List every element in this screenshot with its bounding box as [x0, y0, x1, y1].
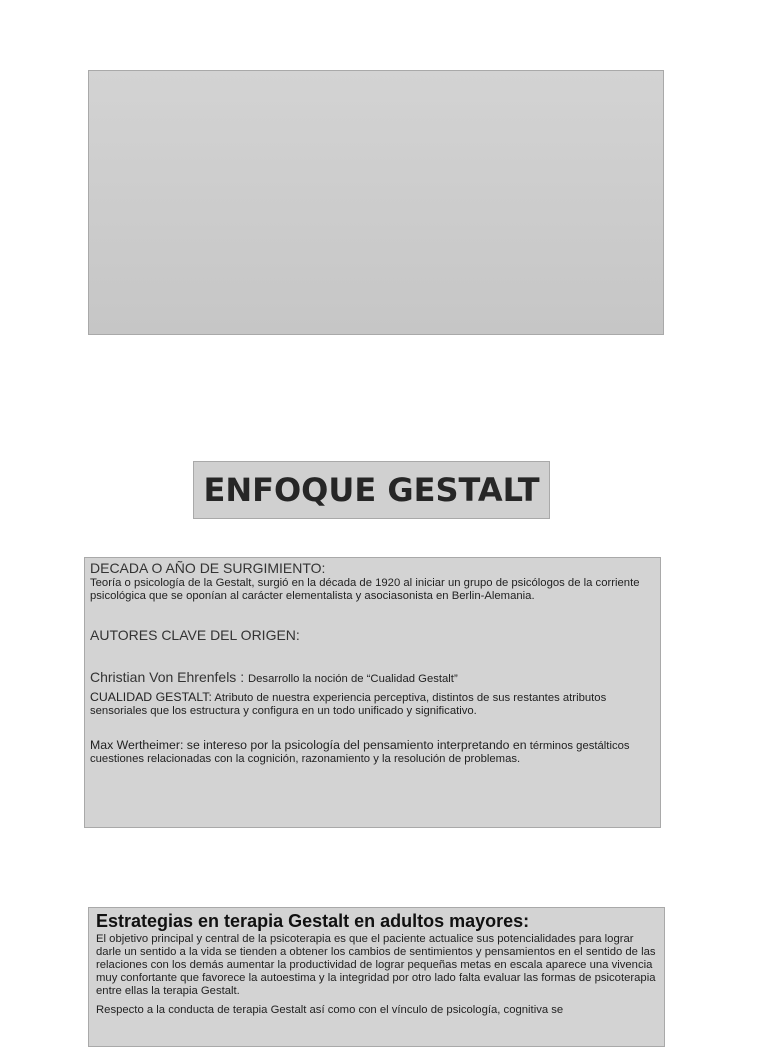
author2-cont: términos gestálticos cuestiones relacionadas con la cognición, razonamiento y la resolución de problemas. [90, 740, 630, 765]
cualidad-text: Atributo de nuestra experiencia perceptiva, distintos de sus restantes atributos sensoriales que los estructura y configura en un todo unificado y significativo. [90, 692, 607, 717]
image-placeholder [88, 70, 664, 335]
cualidad-heading: CUALIDAD GESTALT: [90, 690, 212, 704]
author2-text: Max Wertheimer: se intereso por la psicología del pensamiento interpretando en [90, 738, 527, 752]
strategies-heading: Estrategias en terapia Gestalt en adultos mayores: [96, 911, 530, 931]
origin-text: Teoría o psicología de la Gestalt, surgió en la década de 1920 al iniciar un grupo de psicólogos de la corriente psicológica que se oponían al carácter elementalista y asociasonista en Berlin-Alemania. [90, 577, 640, 602]
origin-heading: DECADA O AÑO DE SURGIMIENTO: [90, 560, 326, 576]
author2-block [90, 739, 654, 766]
author1-line [90, 669, 654, 688]
origin-info-box [84, 557, 661, 828]
author1-name: Christian Von Ehrenfels : [90, 669, 245, 685]
page-title: ENFOQUE GESTALT [203, 471, 540, 509]
author1-note: Desarrollo la noción de “Cualidad Gestalt” [247, 673, 458, 685]
strategies-paragraph-1: El objetivo principal y central de la psicoterapia es que el paciente actualice sus potencialidades para lograr darle un sentido a la vida se tienden a obtener los cambios de sentimientos y pensamientos en el sentido de las relaciones con los demás aumentar la productividad de lograr pequeñas metas en escala aparece una vivencia muy confortante que favorece la autoestima y la integridad por otro lado falta evaluar las formas de psicoterapia entre ellas la terapia Gestalt. [96, 933, 656, 997]
strategies-box [88, 907, 665, 1047]
strategies-paragraph-2: Respecto a la conducta de terapia Gestalt así como con el vínculo de psicología, cognitiva se [96, 1004, 564, 1016]
title-box [193, 461, 550, 519]
cualidad-text-block [90, 691, 654, 718]
authors-heading: AUTORES CLAVE DEL ORIGEN: [90, 627, 300, 643]
